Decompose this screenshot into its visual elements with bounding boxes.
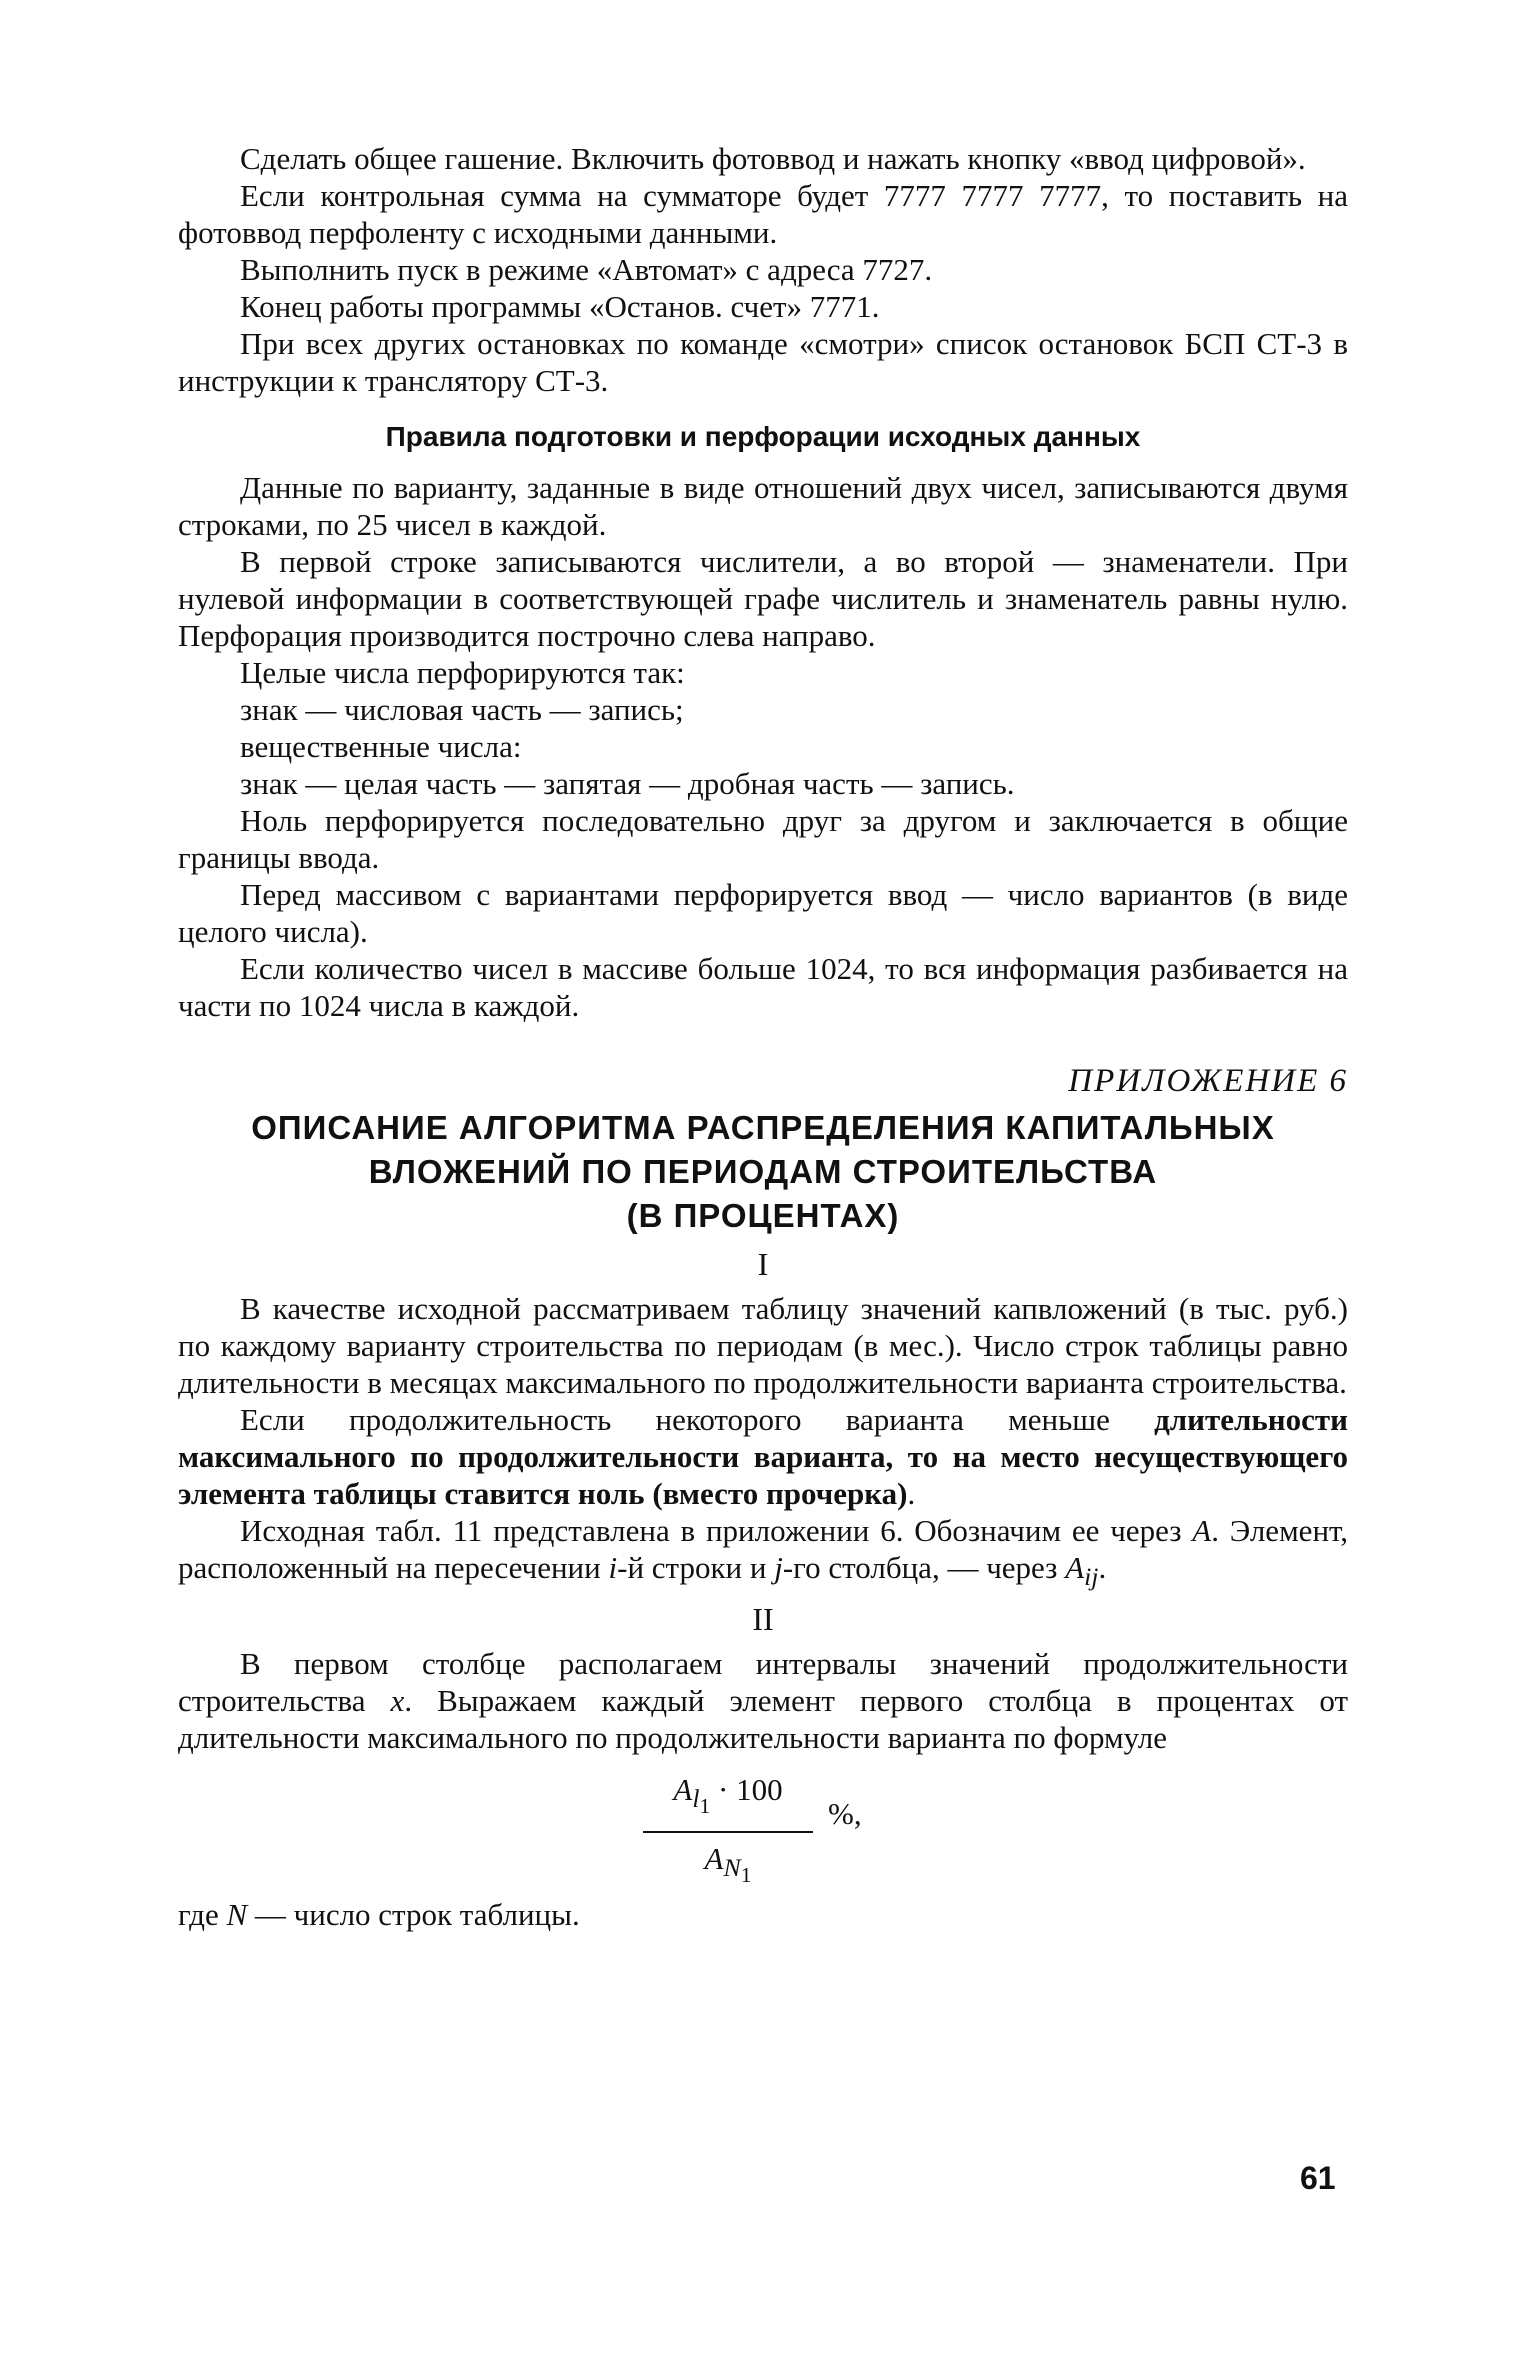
section-1-paragraph: Если продолжительность некоторого варианта меньше длительности максимального по продолжительности варианта, то на место несуществующего элемента таблицы ставится ноль (вместо прочерка). xyxy=(178,1402,1348,1511)
paragraph-reset: Сделать общее гашение. Включить фотоввод и нажать кнопку «ввод цифровой». xyxy=(240,141,1306,176)
appendix-label: ПРИЛОЖЕНИЕ 6 xyxy=(1068,1063,1348,1099)
rules-paragraph: Ноль перфорируется последовательно друг за другом и заключается в общие границы ввода. xyxy=(178,803,1348,875)
rules-paragraph: Перед массивом с вариантами перфорируется ввод — число вариантов (в виде целого числа). xyxy=(178,877,1348,949)
formula-percent-sign: %, xyxy=(828,1796,862,1832)
page-content xyxy=(178,140,1348,1933)
title-line: (В ПРОЦЕНТАХ) xyxy=(626,1197,900,1234)
section-numeral-1: I xyxy=(757,1246,769,1282)
rules-paragraph: вещественные числа: xyxy=(240,729,522,764)
paragraph-auto-start: Выполнить пуск в режиме «Автомат» с адреса 7727. xyxy=(240,252,933,287)
appendix-title xyxy=(178,1106,1348,1238)
rules-paragraph: Целые числа перфорируются так: xyxy=(240,655,685,690)
page-number: 61 xyxy=(1300,2160,1336,2196)
section-2-paragraph: В первом столбце располагаем интервалы значений продолжительности строительства x. Выражаем каждый элемент первого столбца в процентах от длительности максимального по продолжительности варианта по формуле xyxy=(178,1646,1349,1756)
title-line: ВЛОЖЕНИЙ ПО ПЕРИОДАМ СТРОИТЕЛЬСТВА xyxy=(368,1153,1158,1190)
title-line: ОПИСАНИЕ АЛГОРИТМА РАСПРЕДЕЛЕНИЯ КАПИТАЛЬНЫХ xyxy=(251,1109,1275,1146)
formula-denominator: $A_{N_1}$ xyxy=(704,1840,752,1887)
percent-formula xyxy=(178,1770,1348,1890)
bold-phrase: длительности максимального по продолжительности варианта, то на место несуществующего элемента таблицы ставится ноль (вместо прочерка) xyxy=(178,1402,1348,1511)
formula-where-note: где N — число строк таблицы. xyxy=(178,1897,580,1933)
rules-paragraph: Данные по варианту, заданные в виде отношений двух чисел, записываются двумя строками, по 25 чисел в каждой. xyxy=(178,470,1348,542)
paragraph-checksum: Если контрольная сумма на сумматоре будет 7777 7777 7777, то поставить на фотоввод перфоленту с исходными данными. xyxy=(178,178,1348,250)
formula-numerator: $A_{l_1} \cdot 100$ xyxy=(643,1770,813,1832)
section-numeral-2: II xyxy=(752,1601,774,1638)
section-1-paragraph: Исходная табл. 11 представлена в приложении 6. Обозначим ее через A. Элемент, расположенный на пересечении i-й строки и j-го столбца, — через $A_{ij}$. xyxy=(178,1513,1349,1592)
rules-paragraph: В первой строке записываются числители, а во второй — знаменатели. При нулевой информации в соответствующей графе числитель и знаменатель равны нулю. Перфорация производится построчно слева направо. xyxy=(178,544,1348,653)
formula-fraction xyxy=(643,1770,813,1897)
rules-paragraph: знак — целая часть — запятая — дробная часть — запись. xyxy=(240,766,1015,801)
section-1-paragraph: В качестве исходной рассматриваем таблицу значений капвложений (в тыс. руб.) по каждому варианту строительства по периодам (в мес.). Число строк таблицы равно длительности в месяцах максимального по продолжительности варианта строительства. xyxy=(178,1291,1348,1400)
paragraph-end-of-work: Конец работы программы «Останов. счет» 7771. xyxy=(240,289,880,324)
rules-paragraph: Если количество чисел в массиве больше 1024, то вся информация разбивается на части по 1024 числа в каждой. xyxy=(178,951,1348,1023)
rules-paragraph: знак — числовая часть — запись; xyxy=(240,692,684,727)
paragraph-other-stops: При всех других остановках по команде «смотри» список остановок БСП СТ-3 в инструкции к транслятору СТ-3. xyxy=(178,326,1348,398)
rules-heading: Правила подготовки и перфорации исходных данных xyxy=(385,421,1141,452)
